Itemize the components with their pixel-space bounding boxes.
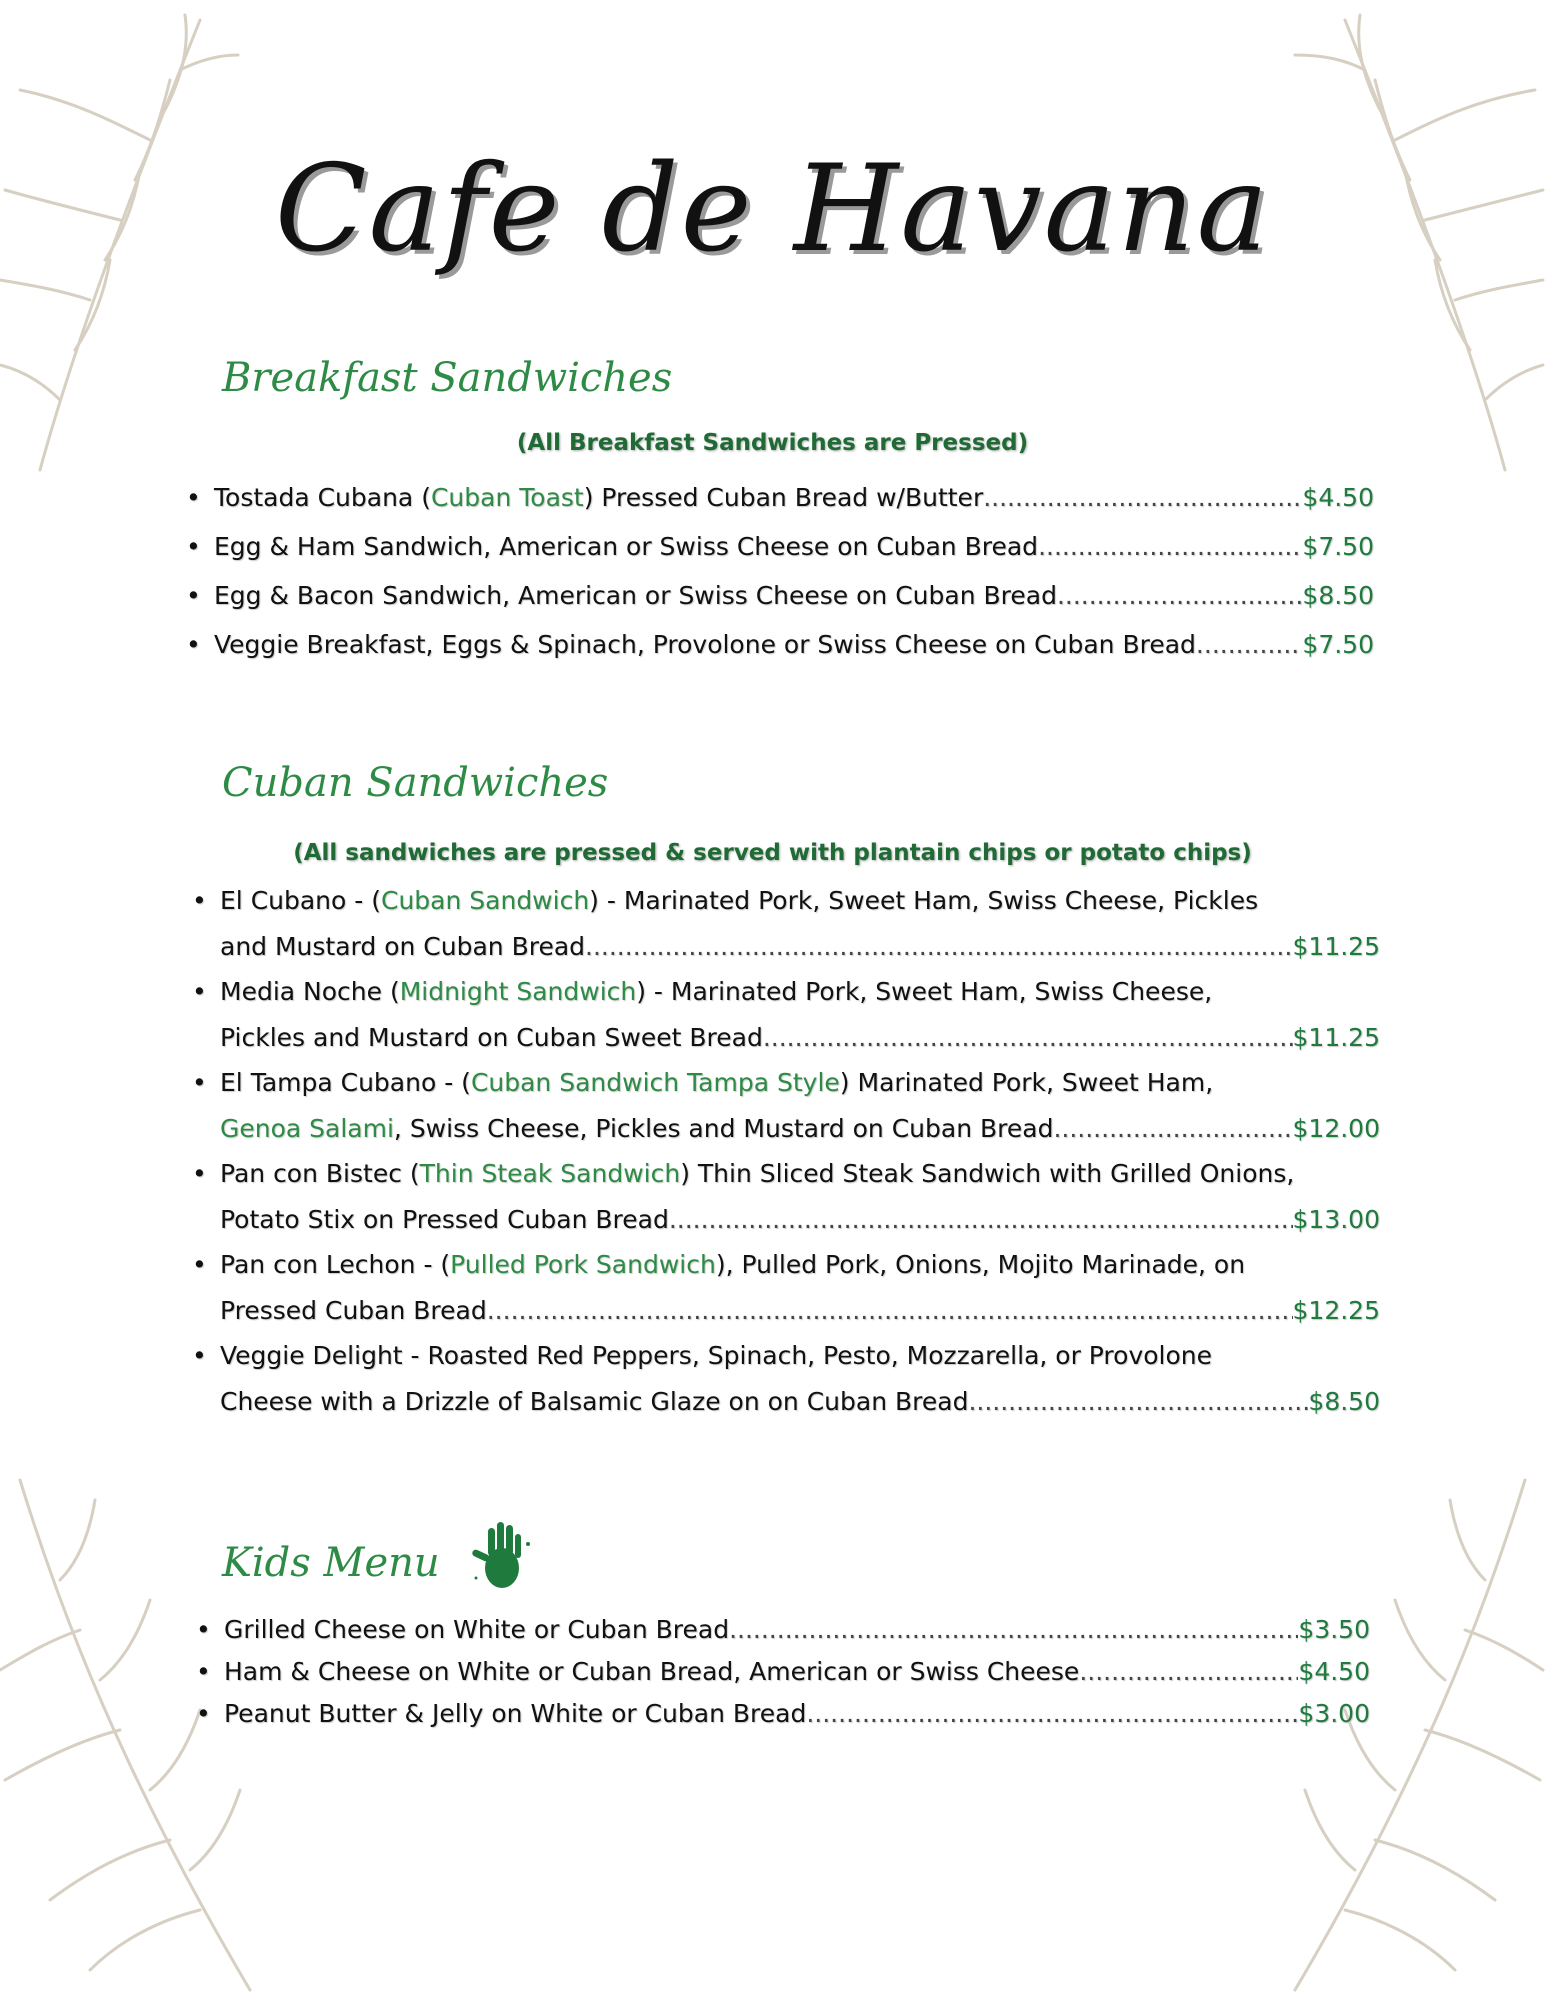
price: $4.50 — [1302, 483, 1374, 512]
list-item: • El Tampa Cubano - (Cuban Sandwich Tampa Style) Marinated Pork, Sweet Ham, Genoa Salami, Swiss Cheese, Pickles and Mustard on Cuban Bread ..... $12.00 — [220, 1060, 1380, 1151]
list-item: • Tostada Cubana (Cuban Toast) Pressed Cuban Bread w/Butter ..... $4.50 — [214, 473, 1374, 522]
price: $12.25 — [1292, 1295, 1380, 1325]
price: $3.00 — [1298, 1699, 1370, 1728]
list-item: • Pan con Lechon - (Pulled Pork Sandwich), Pulled Pork, Onions, Mojito Marinade, on Pressed Cuban Bread ..... $12.25 — [220, 1242, 1380, 1333]
cuban-heading: Cuban Sandwiches — [222, 760, 609, 806]
list-item: • Grilled Cheese on White or Cuban Bread ..... $3.50 — [224, 1609, 1370, 1651]
list-item: • Peanut Butter & Jelly on White or Cuban Bread ..... $3.00 — [224, 1693, 1370, 1735]
list-item: • Media Noche (Midnight Sandwich) - Marinated Pork, Sweet Ham, Swiss Cheese, Pickles and Mustard on Cuban Sweet Bread ..... $11.25 — [220, 969, 1380, 1060]
breakfast-note: (All Breakfast Sandwiches are Pressed) — [516, 430, 1029, 456]
list-item: • Pan con Bistec (Thin Steak Sandwich) Thin Sliced Steak Sandwich with Grilled Onions, Potato Stix on Pressed Cuban Bread ..... $13.00 — [220, 1151, 1380, 1242]
price: $11.25 — [1292, 931, 1380, 961]
list-item: • Egg & Ham Sandwich, American or Swiss Cheese on Cuban Bread ..... $7.50 — [214, 522, 1374, 571]
price: $11.25 — [1292, 1022, 1380, 1052]
price: $7.50 — [1302, 630, 1374, 659]
cuban-note: (All sandwiches are pressed & served with plantain chips or potato chips) — [293, 840, 1252, 866]
price: $12.00 — [1292, 1113, 1380, 1143]
list-item: • Veggie Delight - Roasted Red Peppers, Spinach, Pesto, Mozzarella, or Provolone Cheese with a Drizzle of Balsamic Glaze on on Cuban Bread ..... $8.50 — [220, 1333, 1380, 1424]
kids-list — [196, 1609, 1370, 1735]
rosemary-branch-icon — [0, 1470, 260, 2000]
cuban-list — [192, 878, 1380, 1424]
list-item: • Egg & Bacon Sandwich, American or Swiss Cheese on Cuban Bread ..... $8.50 — [214, 571, 1374, 620]
rosemary-branch-icon — [1285, 1470, 1545, 2000]
price: $4.50 — [1298, 1657, 1370, 1686]
page-title: Cafe de Havana — [274, 140, 1271, 279]
list-item: • Ham & Cheese on White or Cuban Bread, American or Swiss Cheese ..... $4.50 — [224, 1651, 1370, 1693]
price: $13.00 — [1292, 1204, 1380, 1234]
list-item: • Veggie Breakfast, Eggs & Spinach, Provolone or Swiss Cheese on Cuban Bread ..... $7.50 — [214, 620, 1374, 669]
breakfast-list — [186, 473, 1374, 669]
price: $8.50 — [1302, 581, 1374, 610]
price: $7.50 — [1302, 532, 1374, 561]
breakfast-heading: Breakfast Sandwiches — [222, 355, 673, 401]
handprint-icon — [468, 1518, 538, 1602]
price: $8.50 — [1308, 1386, 1380, 1416]
list-item: • El Cubano - (Cuban Sandwich) - Marinated Pork, Sweet Ham, Swiss Cheese, Pickles and Mustard on Cuban Bread ..... $11.25 — [220, 878, 1380, 969]
kids-heading: Kids Menu — [222, 1540, 440, 1586]
price: $3.50 — [1298, 1615, 1370, 1644]
